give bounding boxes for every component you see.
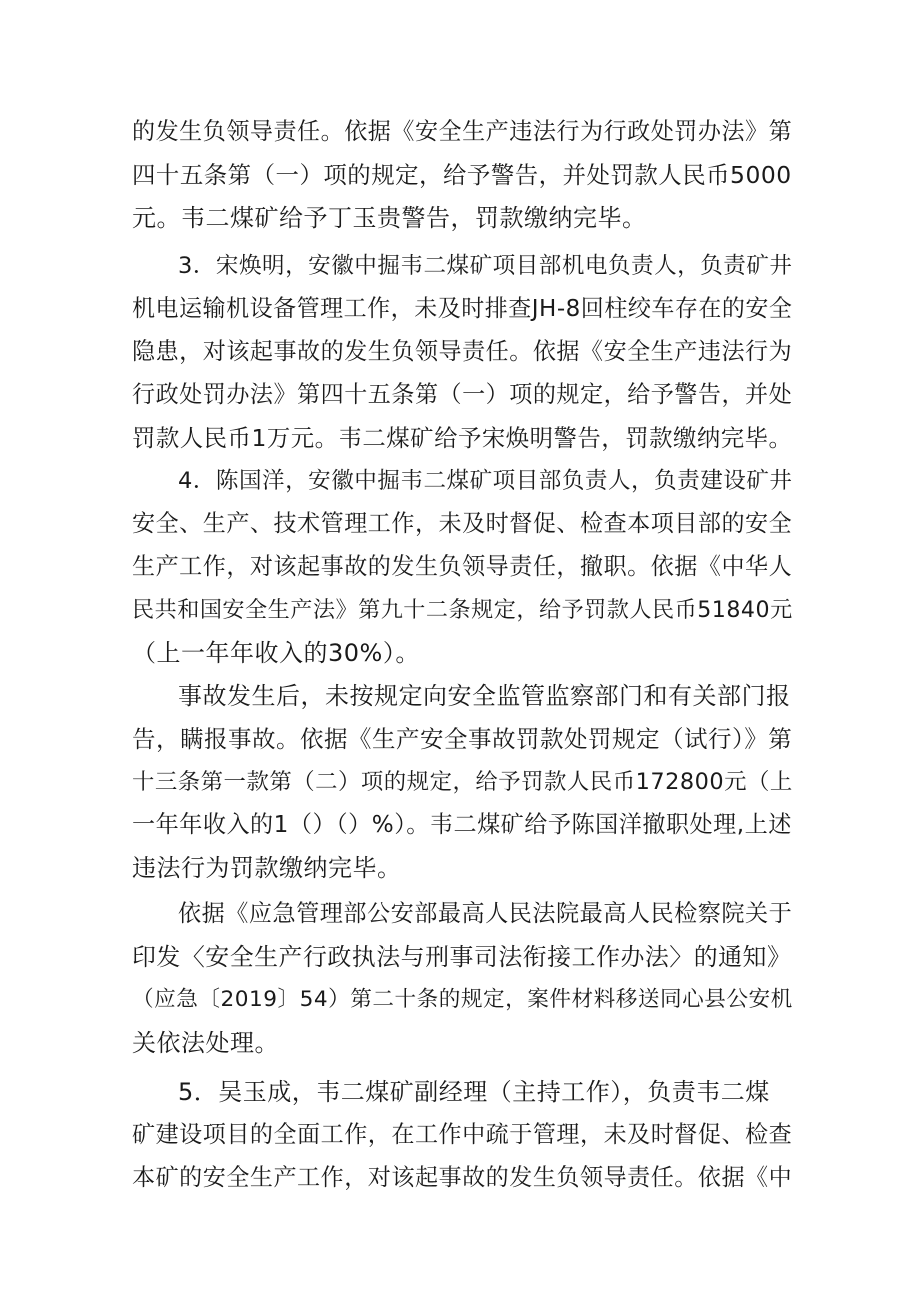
text-line: 关依法处理。 [132,1029,279,1057]
text-line: 四十五条第（一）项的规定，给予警告，并处罚款人民币5000 [132,161,792,189]
text-line: 矿建设项目的全面工作，在工作中疏于管理，未及时督促、检查 [132,1122,793,1148]
text-line: 民共和国安全生产法》第九十二条规定，给予罚款人民币51840元 [132,597,793,623]
text-line: 告，瞒报事故。依据《生产安全事故罚款处罚规定（试行）》第 [132,725,793,753]
text-line: 依据《应急管理部公安部最高人民法院最高人民检察院关于 [178,901,793,927]
text-line: 事故发生后，未按规定向安全监管监察部门和有关部门报 [178,682,791,710]
text-line: 罚款人民币1万元。韦二煤矿给予宋焕明警告，罚款缴纳完毕。 [132,424,793,452]
text-line: 一年年收入的1（）（）%）。韦二煤矿给予陈国洋撤职处理,上述 [132,812,792,838]
text-line: 十三条第一款第（二）项的规定，给予罚款人民币172800元（上 [132,769,793,795]
text-line: 安全、生产、技术管理工作，未及时督促、检查本项目部的安全 [132,511,793,537]
text-line: 4．陈国洋，安徽中掘韦二煤矿项目部负责人，负责建设矿井 [178,468,793,494]
text-line: 隐患，对该起事故的发生负领导责任。依据《安全生产违法行为 [132,339,793,365]
text-line: 本矿的安全生产工作，对该起事故的发生负领导责任。依据《中 [132,1165,793,1191]
text-line: 违法行为罚款缴纳完毕。 [132,854,402,882]
text-line: 元。韦二煤矿给予丁玉贵警告，罚款缴纳完毕。 [132,204,647,232]
text-line: 行政处罚办法》第四十五条第（一）项的规定，给予警告，并处 [132,382,793,408]
text-line: （应急〔2019〕54）第二十条的规定，案件材料移送同心县公安机 [132,987,793,1012]
text-line: （上一年年收入的30%）。 [132,639,420,667]
text-line: 3．宋焕明，安徽中掘韦二煤矿项目部机电负责人，负责矿井 [178,253,793,279]
text-line: 生产工作，对该起事故的发生负领导责任，撤职。依据《中华人 [132,554,793,580]
text-line: 的发生负领导责任。依据《安全生产违法行为行政处罚办法》第 [132,119,793,145]
text-line: 印发〈安全生产行政执法与刑事司法衔接工作办法〉的通知》 [132,943,792,971]
text-line: 5．吴玉成，韦二煤矿副经理（主持工作），负责韦二煤 [178,1078,770,1106]
text-line: 机电运输机设备管理工作，未及时排查JH-8回柱绞车存在的安全 [132,296,793,322]
